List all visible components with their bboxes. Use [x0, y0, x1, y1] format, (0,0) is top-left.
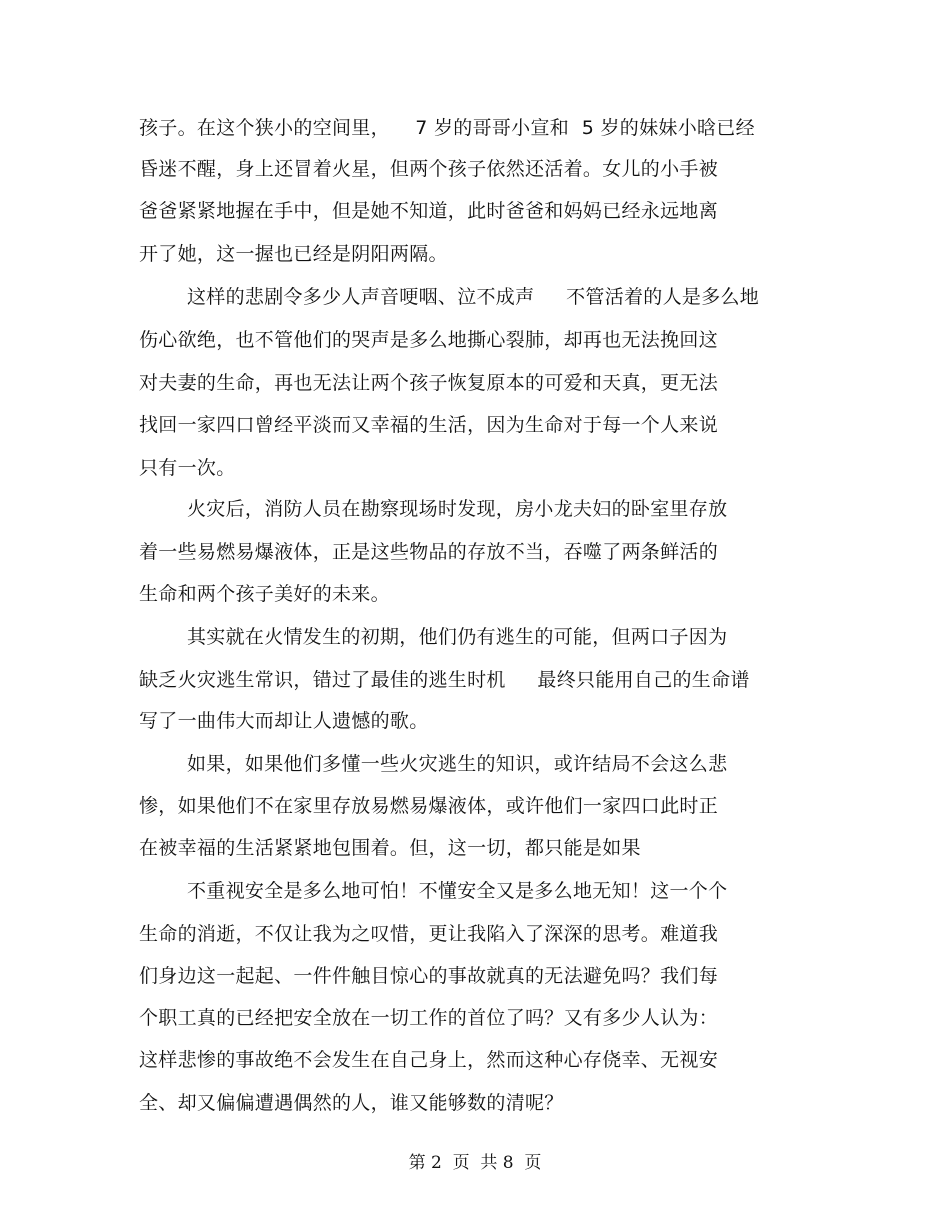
text-line: 生命和两个孩子美好的未来。 [139, 583, 390, 605]
text-line: 找回一家四口曾经平淡而又幸福的生活，因为生命对于每一个人来说 [139, 414, 719, 436]
text-line: 开了她，这一握也已经是阴阳两隔。 [139, 243, 448, 265]
text-line: 昏迷不醒，身上还冒着火星，但两个孩子依然还活着。女儿的小手被 [139, 158, 719, 180]
paragraph-start-line: 如果，如果他们多懂一些火灾逃生的知识，或许结局不会这么悲 [187, 753, 728, 775]
paragraph-start-line: 不重视安全是多么地可怕！不懂安全又是多么地无知！这一个个 [187, 880, 728, 902]
text-line: 生命的消逝，不仅让我为之叹惜，更让我陷入了深深的思考。难道我 [139, 923, 719, 945]
text-line: 着一些易燃易爆液体，正是这些物品的存放不当，吞噬了两条鲜活的 [139, 541, 719, 563]
text-line: 对夫妻的生命，再也无法让两个孩子恢复原本的可爱和天真，更无法 [139, 372, 719, 394]
text-line: 孩子。在这个狭小的空间里， 7 岁的哥哥小宣和 5 岁的妹妹小晗已经 [139, 117, 755, 139]
paragraph-start-line: 这样的悲剧令多少人声音哽咽、泣不成声 不管活着的人是多么地 [187, 286, 760, 308]
text-line: 在被幸福的生活紧紧地包围着。但，这一切，都只能是如果 [139, 837, 641, 859]
text-line: 个职工真的已经把安全放在一切工作的首位了吗？又有多少人认为： [139, 1007, 719, 1029]
text-line: 写了一曲伟大而却让人遗憾的歌。 [139, 710, 429, 732]
text-line: 全、却又偏偏遭遇偶然的人，谁又能够数的清呢？ [139, 1092, 564, 1114]
text-line: 爸爸紧紧地握在手中，但是她不知道，此时爸爸和妈妈已经永远地离 [139, 200, 719, 222]
paragraph-start-line: 其实就在火情发生的初期，他们仍有逃生的可能，但两口子因为 [187, 626, 728, 648]
text-line: 伤心欲绝，也不管他们的哭声是多么地撕心裂肺，却再也无法挽回这 [139, 329, 719, 351]
text-line: 缺乏火灾逃生常识，错过了最佳的逃生时机 最终只能用自己的生命谱 [139, 669, 750, 691]
paragraph-start-line: 火灾后，消防人员在勘察现场时发现，房小龙夫妇的卧室里存放 [187, 498, 728, 520]
text-line: 这样悲惨的事故绝不会发生在自己身上，然而这种心存侥幸、无视安 [139, 1049, 719, 1071]
text-line: 们身边这一起起、一件件触目惊心的事故就真的无法避免吗？我们每 [139, 965, 719, 987]
text-line: 惨，如果他们不在家里存放易燃易爆液体，或许他们一家四口此时正 [139, 795, 719, 817]
text-line: 只有一次。 [139, 457, 236, 479]
page-number-footer: 第 2 页 共 8 页 [408, 1153, 542, 1173]
